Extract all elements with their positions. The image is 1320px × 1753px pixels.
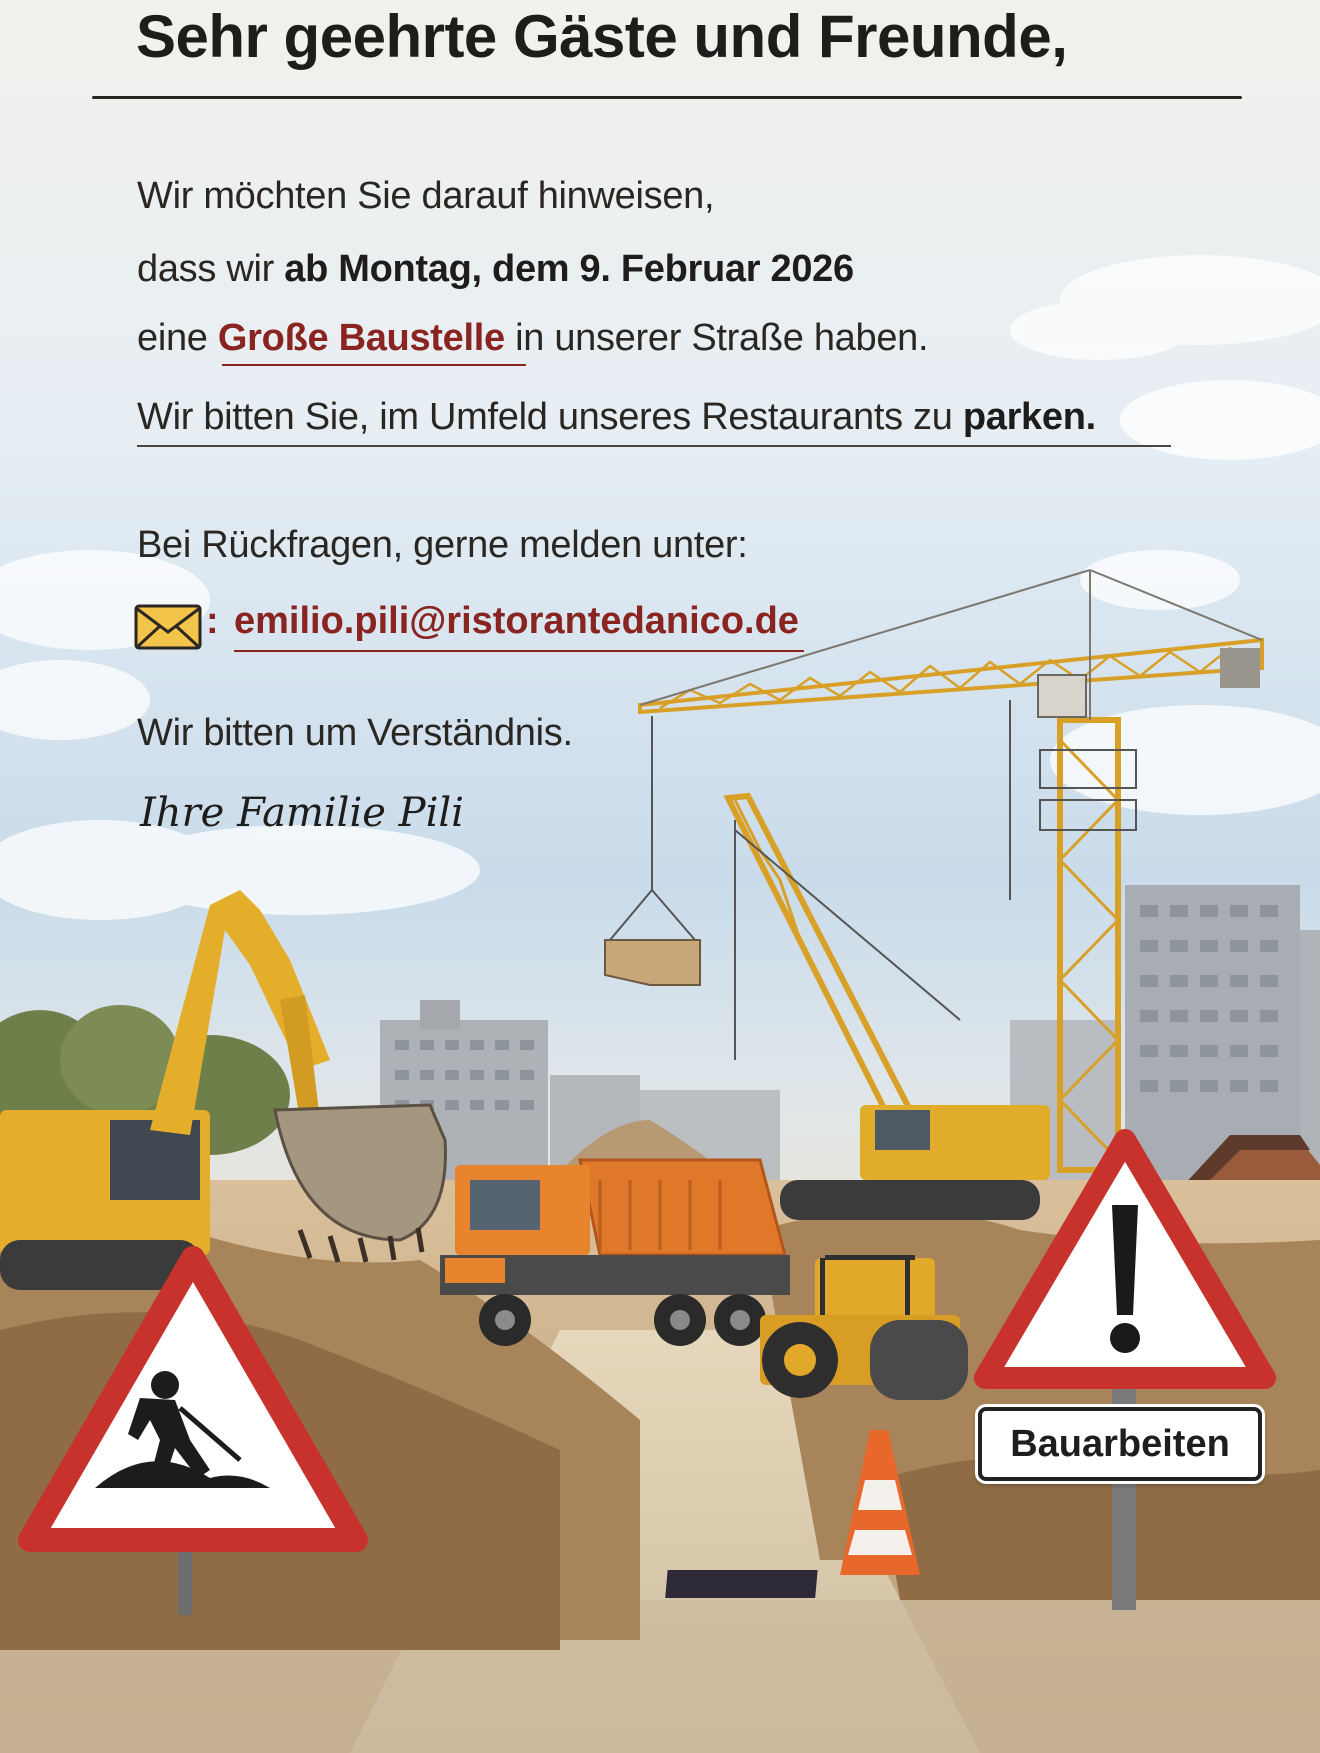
email-underline [234,650,804,652]
signature: Ihre Familie Pili [140,790,464,836]
notice-line-1: Wir möchten Sie darauf hinweisen, [137,175,715,217]
notice-line-4-prefix: Wir bitten Sie, im Umfeld unseres Restaurants zu [137,396,963,438]
parking-emphasis: parken. [962,396,1096,438]
sign-label-bauarbeiten: Bauarbeiten [978,1407,1262,1481]
notice-line-2 [137,248,854,291]
contact-colon: : [206,600,219,642]
page-title: Sehr geehrte Gäste und Freunde, [136,3,1068,70]
highlight-underline [222,364,526,366]
start-date: ab Montag, dem 9. Februar 2026 [284,248,854,290]
closing-text: Wir bitten um Verständnis. [137,712,573,754]
notice-line-3-suffix: in unserer Straße haben. [504,317,929,359]
notice-underline [137,445,1171,447]
construction-highlight: Große Baustelle [217,317,505,359]
title-divider [92,96,1242,99]
email-link[interactable]: emilio.pili@ristorantedanico.de [234,600,799,642]
notice-line-3 [137,317,928,360]
notice-line-2-prefix: dass wir [137,248,285,290]
envelope-icon [134,604,202,650]
contact-intro: Bei Rückfragen, gerne melden unter: [137,524,748,566]
notice-line-3-prefix: eine [137,317,218,359]
notice-line-4 [137,396,1096,439]
